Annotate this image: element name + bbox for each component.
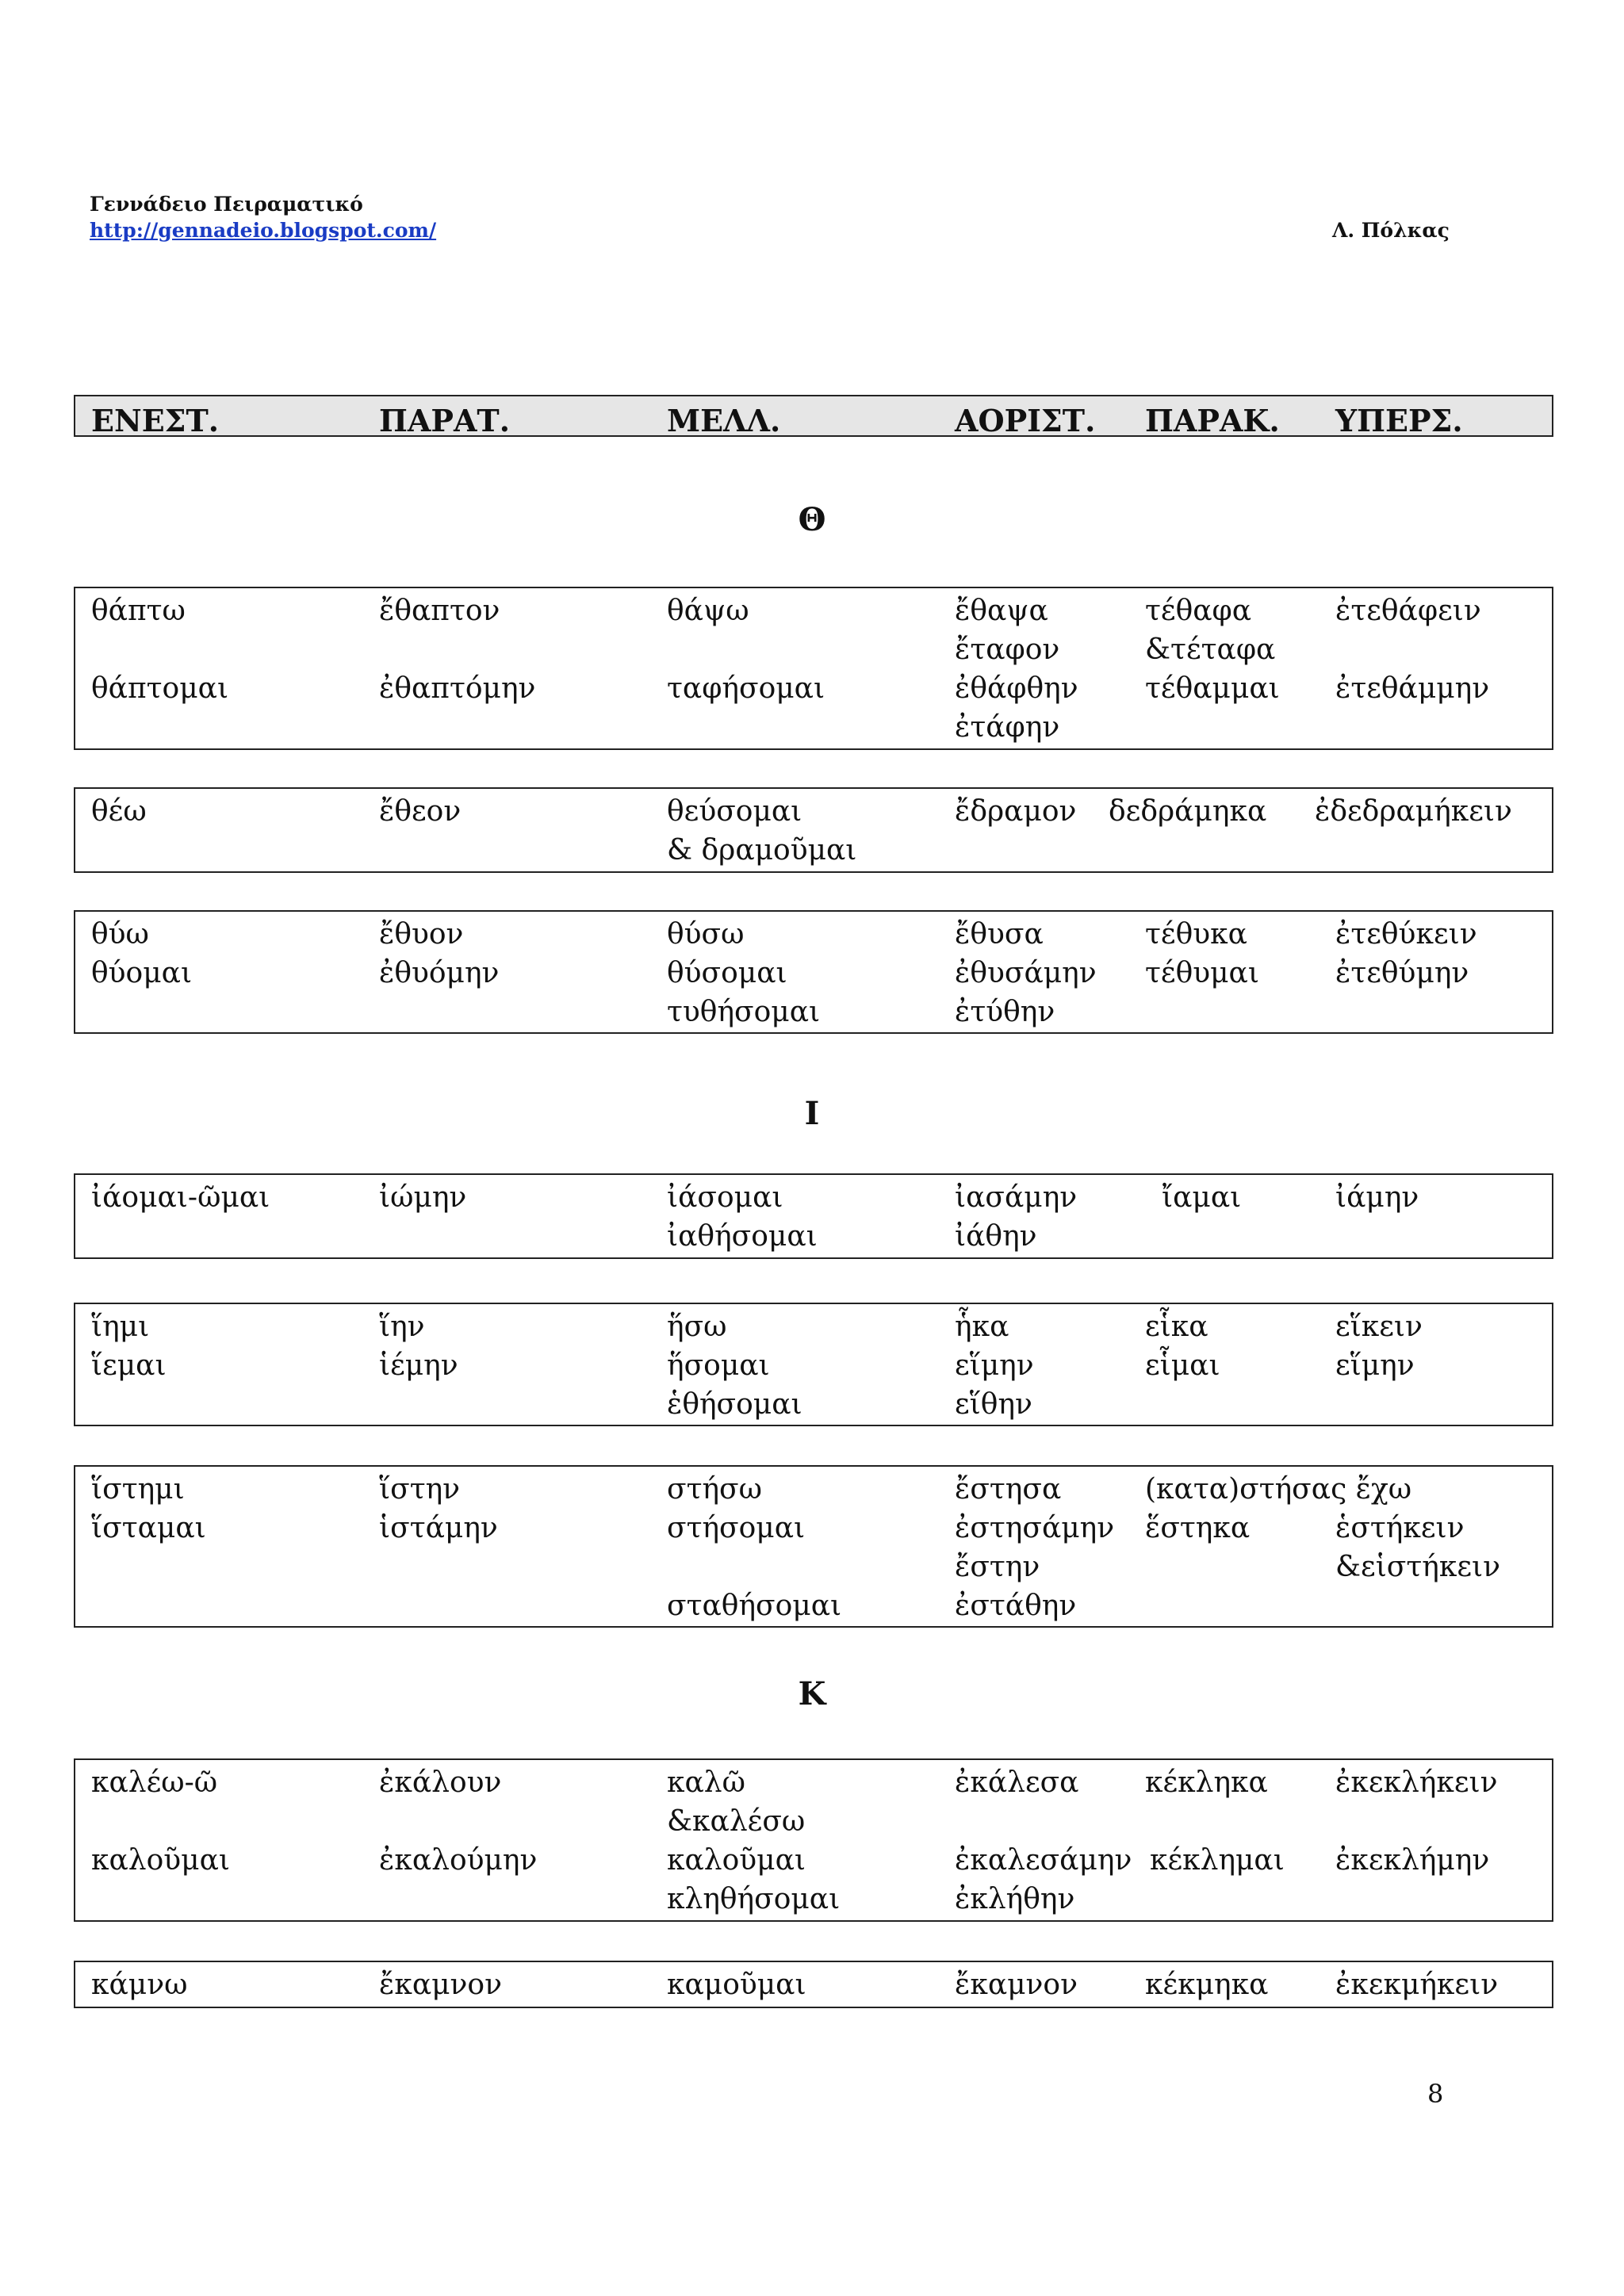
verb-box-kamno (74, 1961, 1553, 2008)
verb-form-aorist: ἔκαμνον (955, 1969, 1078, 2001)
verb-form-aorist: ἐθάφθην (955, 672, 1078, 705)
verb-form-aorist: εἵθην (955, 1388, 1032, 1421)
verb-form-present: καλέω-ῶ (91, 1766, 218, 1799)
verb-form-imperfect: ἰώμην (379, 1181, 467, 1214)
verb-box-theo (74, 787, 1553, 873)
verb-form-future: ἰαθήσομαι (667, 1220, 818, 1253)
verb-form-aorist: ἔστησα (955, 1473, 1062, 1506)
verb-form-aorist: ἐστάθην (955, 1590, 1077, 1622)
verb-form-aorist: ἰάθην (955, 1220, 1037, 1253)
verb-form-present: θύω (91, 918, 149, 951)
verb-form-present: κάμνω (91, 1969, 188, 2001)
verb-form-perfect: κέκληκα (1145, 1766, 1268, 1799)
verb-form-future: σταθήσομαι (667, 1590, 842, 1622)
verb-form-imperfect: ἱέμην (379, 1349, 458, 1382)
verb-form-present: θύομαι (91, 957, 193, 989)
verb-row (75, 1763, 1552, 1802)
verb-form-present: ἵημι (91, 1311, 150, 1343)
school-name: Γεννάδειο Πειραματικό (90, 193, 363, 216)
verb-form-imperfect: ἱστάμην (379, 1512, 498, 1544)
verb-form-aorist: ἐτάφην (955, 711, 1060, 744)
verb-form-future: στήσω (667, 1473, 762, 1506)
verb-form-imperfect: ἐκάλουν (379, 1766, 502, 1799)
column-header-bar (74, 395, 1553, 437)
verb-form-future: κληθήσομαι (667, 1883, 841, 1915)
verb-form-aorist: ἐκαλεσάμην (955, 1844, 1132, 1877)
verb-box-histemi (74, 1465, 1553, 1628)
verb-form-imperfect: ἔθαπτον (379, 595, 500, 627)
verb-row (75, 1965, 1552, 2004)
verb-row (75, 1802, 1552, 1841)
author-name: Λ. Πόλκας (1332, 219, 1450, 242)
verb-box-thyo (74, 910, 1553, 1034)
verb-form-perfect: &τέταφα (1145, 633, 1276, 666)
verb-row (75, 1880, 1552, 1919)
page-number: 8 (1427, 2079, 1444, 2109)
verb-form-aorist: εἵμην (955, 1349, 1034, 1382)
verb-form-future: ἥσω (667, 1311, 727, 1343)
verb-form-perfect: ἴαμαι (1162, 1181, 1242, 1214)
column-header-present: ΕΝΕΣΤ. (91, 403, 220, 438)
verb-form-future: ἑθήσομαι (667, 1388, 802, 1421)
verb-form-present: θέω (91, 795, 147, 828)
verb-form-future: στήσομαι (667, 1512, 806, 1544)
verb-box-thapto (74, 587, 1553, 750)
verb-form-pluperfect: ἰάμην (1335, 1181, 1419, 1214)
verb-row (75, 993, 1552, 1031)
verb-row (75, 1178, 1552, 1217)
verb-form-perfect: τέθαμμαι (1145, 672, 1280, 705)
verb-form-aorist: ἐτύθην (955, 996, 1055, 1028)
verb-form-pluperfect: ἐκεκμήκειν (1335, 1969, 1499, 2001)
verb-form-imperfect: ἐθυόμην (379, 957, 500, 989)
verb-form-future: θεύσομαι (667, 795, 802, 828)
verb-form-future: καμοῦμαι (667, 1969, 806, 2001)
verb-form-present: θάπτομαι (91, 672, 229, 705)
verb-form-future: θύσω (667, 918, 745, 951)
verb-row (75, 591, 1552, 630)
verb-form-future: & δραμοῦμαι (667, 834, 857, 867)
verb-form-aorist: ἔθυσα (955, 918, 1044, 951)
verb-form-pluperfect: ἐκεκλήμην (1335, 1844, 1490, 1877)
verb-form-aorist: ἐθυσάμην (955, 957, 1097, 989)
verb-form-future: ἰάσομαι (667, 1181, 783, 1214)
verb-form-aorist: ἔστην (955, 1551, 1040, 1583)
verb-form-present: καλοῦμαι (91, 1844, 231, 1877)
verb-form-pluperfect: εἵμην (1335, 1349, 1415, 1382)
column-header-pluperfect: ΥΠΕΡΣ. (1335, 403, 1463, 438)
verb-form-perfect: τέθυκα (1145, 918, 1247, 951)
verb-form-present: ἵστημι (91, 1473, 185, 1506)
verb-form-future: ἥσομαι (667, 1349, 770, 1382)
verb-form-pluperfect: &εἱστήκειν (1335, 1551, 1501, 1583)
verb-row (75, 954, 1552, 993)
verb-form-perfect: εἷμαι (1145, 1349, 1220, 1382)
verb-row (75, 1548, 1552, 1586)
verb-box-kaleo (74, 1758, 1553, 1922)
verb-form-present: ἵεμαι (91, 1349, 167, 1382)
verb-row (75, 1217, 1552, 1256)
verb-box-iaomai (74, 1173, 1553, 1259)
verb-form-imperfect: ἐθαπτόμην (379, 672, 536, 705)
verb-form-pluperfect: εἵκειν (1335, 1311, 1423, 1343)
verb-form-perfect: τέθαφα (1145, 595, 1252, 627)
verb-form-imperfect: ἔκαμνον (379, 1969, 502, 2001)
verb-form-pluperfect: ἐτεθάφειν (1335, 595, 1481, 627)
verb-box-hiemi (74, 1303, 1553, 1426)
verb-row (75, 1841, 1552, 1880)
verb-form-perfect: κέκλημαι (1150, 1844, 1285, 1877)
verb-form-aorist: ἔθαψα (955, 595, 1048, 627)
verb-form-future: ταφήσομαι (667, 672, 825, 705)
column-header-perfect: ΠΑΡΑΚ. (1145, 403, 1280, 438)
verb-form-perfect: (κατα)στήσας ἔχω (1145, 1473, 1412, 1506)
verb-form-aorist: ἐκάλεσα (955, 1766, 1079, 1799)
verb-form-future: θύσομαι (667, 957, 787, 989)
verb-form-aorist: ἰασάμην (955, 1181, 1078, 1214)
verb-form-present: ἰάομαι-ῶμαι (91, 1181, 270, 1214)
section-letter-iota: Ι (804, 1095, 820, 1132)
column-header-imperfect: ΠΑΡΑΤ. (379, 403, 510, 438)
verb-form-perfect: ἕστηκα (1145, 1512, 1251, 1544)
verb-row (75, 708, 1552, 747)
verb-form-imperfect: ἔθυον (379, 918, 464, 951)
verb-row (75, 669, 1552, 708)
verb-form-future: θάψω (667, 595, 749, 627)
verb-row (75, 1509, 1552, 1548)
verb-form-perfect: κέκμηκα (1145, 1969, 1269, 2001)
verb-form-pluperfect: ἑστήκειν (1335, 1512, 1465, 1544)
verb-form-imperfect: ἵην (379, 1311, 425, 1343)
verb-form-perfect: τέθυμαι (1145, 957, 1259, 989)
blog-link[interactable]: http://gennadeio.blogspot.com/ (90, 219, 437, 242)
verb-form-future: τυθήσομαι (667, 996, 821, 1028)
verb-row (75, 831, 1552, 870)
section-letter-kappa: Κ (798, 1675, 826, 1712)
verb-row (75, 1470, 1552, 1509)
verb-form-future: καλοῦμαι (667, 1844, 806, 1877)
verb-form-aorist: ἐκλήθην (955, 1883, 1075, 1915)
verb-form-imperfect: ἐκαλούμην (379, 1844, 538, 1877)
verb-form-pluperfect: ἐτεθύκειν (1335, 918, 1477, 951)
column-header-aorist: ΑΟΡΙΣΤ. (955, 403, 1096, 438)
verb-form-future: καλῶ (667, 1766, 745, 1799)
verb-form-aorist: ἔταφον (955, 633, 1060, 666)
verb-form-perfect: εἷκα (1145, 1311, 1208, 1343)
verb-row (75, 1385, 1552, 1424)
column-header-future: ΜΕΛΛ. (667, 403, 781, 438)
verb-row (75, 1307, 1552, 1346)
verb-form-aorist: ἐστησάμην (955, 1512, 1115, 1544)
verb-form-imperfect: ἵστην (379, 1473, 461, 1506)
verb-form-present: ἵσταμαι (91, 1512, 206, 1544)
section-letter-theta: Θ (798, 501, 826, 538)
verb-form-future: &καλέσω (667, 1805, 806, 1838)
verb-form-perfect: δεδράμηκα (1109, 795, 1267, 828)
verb-form-present: θάπτω (91, 595, 186, 627)
verb-form-aorist: ἔδραμον (955, 795, 1077, 828)
verb-row (75, 792, 1552, 831)
verb-row (75, 630, 1552, 669)
verb-row (75, 1586, 1552, 1625)
verb-row (75, 915, 1552, 954)
verb-form-aorist: ἧκα (955, 1311, 1009, 1343)
verb-form-pluperfect: ἐδεδραμήκειν (1315, 795, 1512, 828)
verb-form-pluperfect: ἐτεθύμην (1335, 957, 1469, 989)
verb-form-imperfect: ἔθεον (379, 795, 462, 828)
verb-row (75, 1346, 1552, 1385)
verb-form-pluperfect: ἐκεκλήκειν (1335, 1766, 1498, 1799)
verb-form-pluperfect: ἐτεθάμμην (1335, 672, 1490, 705)
